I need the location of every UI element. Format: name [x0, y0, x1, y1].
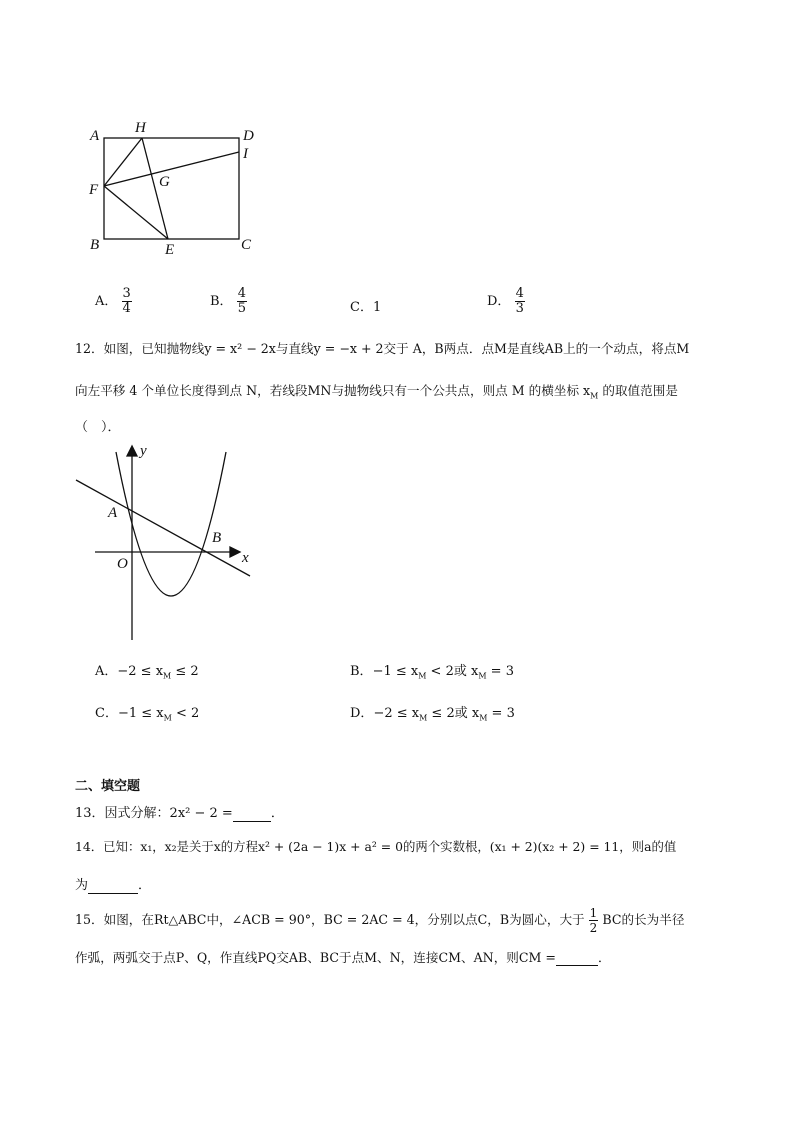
fraction-1-2: $\frac{1}{2}$ — [589, 906, 598, 935]
q15-line1: 15．如图，在Rt△ABC中，∠ACB = 90°，BC = 2AC = 4，分别以点C，B为圆心，大于 $\frac{1}{2}$ BC的长为半径 — [75, 906, 685, 935]
label-g: G — [159, 174, 170, 190]
q12-option-a[interactable]: A．$-2 \le x_M \le 2$ — [95, 664, 199, 681]
label-x: x — [242, 550, 249, 566]
q15-answer-blank[interactable] — [556, 950, 598, 966]
label-y: y — [140, 443, 147, 459]
q11-option-c[interactable]: C．1 — [350, 300, 382, 315]
y-axis-arrow — [127, 446, 137, 456]
label-e: E — [165, 242, 175, 258]
q13: 13．因式分解：2x² − 2 = ． — [75, 806, 284, 821]
label-b: B — [90, 237, 100, 253]
fraction-3-4: $\frac{3}{4}$ — [122, 286, 131, 316]
rectangle-abcd — [104, 138, 239, 239]
label-i: I — [243, 146, 248, 162]
q12-line3: （ ）． — [75, 420, 121, 435]
q15-line2: 作弧，两弧交于点P、Q，作直线PQ交AB、BC于点M、N，连接CM、AN，则CM = ． — [75, 950, 611, 965]
label-c: C — [241, 237, 252, 253]
q14-line2: 为 ． — [75, 878, 152, 893]
parabola-figure — [0, 440, 794, 650]
q12-option-b[interactable]: B．$-1 \le x_M < 2$或 $x_M = 3$ — [350, 664, 514, 681]
label-origin: O — [117, 556, 128, 572]
label-h: H — [135, 120, 146, 136]
fraction-4-3: $\frac{4}{3}$ — [515, 286, 524, 316]
q12-option-d[interactable]: D．$-2 \le x_M \le 2$或 $x_M = 3$ — [350, 706, 515, 723]
q11-option-d[interactable]: D． $\frac{4}{3}$ — [487, 286, 524, 316]
q13-answer-blank[interactable] — [233, 806, 271, 822]
segment-fi — [104, 152, 239, 186]
q12-line2: 向左平移 4 个单位长度得到点 N，若线段MN与抛物线只有一个公共点，则点 M 的横坐标 $x_M$ 的取值范围是 — [75, 383, 678, 401]
label-b-point: B — [212, 530, 222, 546]
q12-line1: 12．如图，已知抛物线y = x² − 2x与直线y = −x + 2交于 A，B两点．点M是直线AB上的一个动点，将点M — [75, 341, 690, 356]
segment-fh — [104, 138, 142, 186]
label-a: A — [90, 128, 100, 144]
rectangle-figure — [0, 0, 794, 270]
segment-fe — [104, 186, 168, 239]
label-d: D — [243, 128, 254, 144]
line-ab — [76, 480, 250, 576]
q14-line1: 14．已知：x₁，x₂是关于x的方程x² + (2a − 1)x + a² = 0的两个实数根，(x₁ + 2)(x₂ + 2) = 11，则a的值 — [75, 839, 677, 854]
q12-option-c[interactable]: C．$-1 \le x_M < 2$ — [95, 706, 200, 723]
q11-option-b[interactable]: B． $\frac{4}{5}$ — [210, 286, 246, 316]
q11-option-a[interactable]: A． $\frac{3}{4}$ — [95, 286, 131, 316]
x-axis-arrow — [230, 547, 240, 557]
section-title-fill-in: 二、填空题 — [75, 779, 141, 794]
label-a-point: A — [108, 505, 118, 521]
label-f: F — [89, 182, 99, 198]
q14-answer-blank[interactable] — [88, 878, 138, 894]
fraction-4-5: $\frac{4}{5}$ — [237, 286, 246, 316]
